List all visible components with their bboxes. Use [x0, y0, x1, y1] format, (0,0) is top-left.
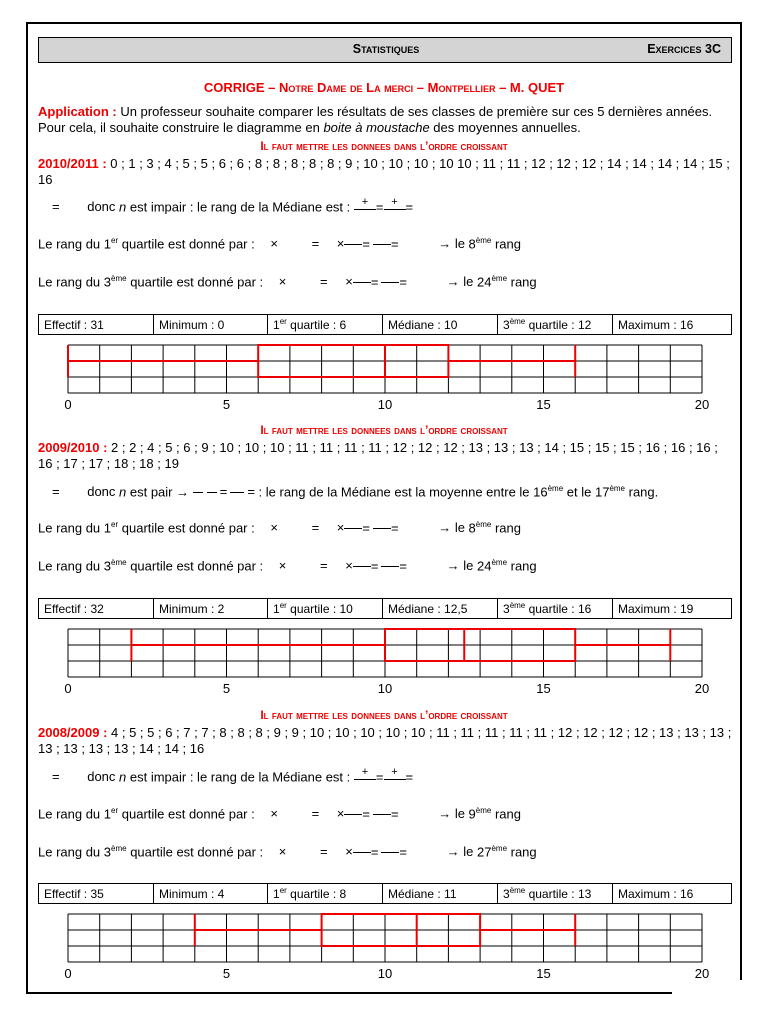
axis-tick-label: 0	[64, 966, 72, 981]
q3-num: 3	[503, 887, 510, 901]
q3-num: 3	[503, 602, 510, 616]
header-exercise: Exercices 3C	[647, 42, 721, 56]
times-sign: ×	[345, 558, 353, 574]
arrow-text: → le	[438, 520, 469, 536]
arrow-text: → le	[438, 236, 469, 252]
equals-sign: =	[399, 274, 408, 290]
worksheet-page	[26, 22, 742, 994]
q1-mid: quartile est donné par :	[118, 236, 255, 252]
summary-mediane: Médiane : 10	[383, 315, 498, 335]
summary-q3	[498, 599, 613, 619]
summary-minimum: Minimum : 0	[154, 315, 268, 335]
summary-effectif: Effectif : 35	[39, 884, 154, 904]
axis-tick-label: 10	[377, 681, 393, 696]
corrige-title	[28, 80, 740, 95]
boxplot-2008-2009	[28, 911, 740, 983]
n-variable: n	[119, 769, 127, 785]
pair-text: est pair →	[126, 484, 193, 500]
q1-rank: 9	[468, 806, 476, 822]
equals-sign: =	[311, 520, 320, 536]
q3-prefix: Le rang du 3	[38, 274, 112, 290]
impair-text: est impair : le rang de la Médiane est :	[126, 769, 351, 785]
fraction	[354, 768, 376, 788]
times-sign: ×	[278, 844, 287, 860]
summary-maximum: Maximum : 16	[613, 884, 732, 904]
q3-rank: 27	[476, 844, 492, 860]
times-sign: ×	[336, 520, 345, 536]
median-line-1	[38, 198, 413, 218]
equals-sign: =	[390, 520, 399, 536]
summary-effectif: Effectif : 32	[39, 599, 154, 619]
data-values: 0 ; 1 ; 3 ; 4 ; 5 ; 5 ; 6 ; 6 ; 8 ; 8 ; 8 ; 8 ; 8 ; 9 ; 10 ; 10 ; 10 ; 10 10 ; 11 ; 11 ; 12 ; 12 ; 12 ; 14 ; 14 ; 14 ; 14 ; 15 ; 16	[38, 156, 730, 187]
q1-rank: 8	[468, 236, 476, 252]
fraction	[354, 198, 376, 218]
application-label: Application :	[38, 104, 117, 119]
application-text-2: des moyennes annuelles.	[429, 120, 581, 135]
corrige-word: CORRIGE	[203, 80, 265, 95]
summary-q3	[498, 315, 613, 335]
equals-sign: =	[405, 199, 414, 215]
summary-minimum: Minimum : 2	[154, 599, 268, 619]
median-line-2	[38, 484, 658, 499]
fraction	[384, 768, 406, 788]
fraction-numerator: +	[361, 766, 369, 778]
q1-sup: er	[279, 317, 287, 326]
q3-value: quartile : 16	[525, 602, 592, 616]
data-values: 2 ; 2 ; 4 ; 5 ; 6 ; 9 ; 10 ; 10 ; 10 ; 11 ; 11 ; 11 ; 11 ; 12 ; 12 ; 12 ; 13 ; 13 ; 13 ; 14 ; 15 ; 15 ; 15 ; 16 ; 16 ; 16 ; 16 ; 17 ; 17 ; 18 ; 18 ; 19	[38, 440, 718, 471]
q3-prefix: Le rang du 3	[38, 558, 112, 574]
year-label: 2008/2009 :	[38, 725, 108, 740]
equals-sign: =	[52, 769, 60, 785]
q3-line-1	[38, 274, 537, 289]
impair-text: est impair : le rang de la Médiane est :	[126, 199, 351, 215]
equals-sign: =	[320, 844, 328, 860]
summary-effectif: Effectif : 31	[39, 315, 154, 335]
year-label: 2009/2010 :	[38, 440, 108, 455]
equals-sign: =	[399, 558, 408, 574]
boxplot-2010-2011	[28, 342, 740, 414]
donc-text: donc	[87, 769, 120, 785]
arrow-text: → le	[446, 558, 477, 574]
times-sign: ×	[336, 236, 345, 252]
equals-sign: =	[247, 484, 255, 500]
q1-sup: er	[111, 520, 119, 529]
q1-line-1	[38, 236, 521, 251]
times-sign: ×	[278, 274, 287, 290]
axis-tick-label: 10	[377, 966, 393, 981]
boxplot-2009-2010	[28, 626, 740, 698]
data-2008-2009	[38, 725, 734, 757]
arrow-text: → le	[446, 274, 477, 290]
axis-tick-label: 15	[536, 681, 551, 696]
q3-value: quartile : 13	[525, 887, 592, 901]
equals-sign: =	[390, 236, 399, 252]
axis-tick-label: 0	[64, 397, 72, 412]
equals-sign: =	[52, 199, 60, 215]
equals-sign: =	[370, 274, 379, 290]
year-label: 2010/2011 :	[38, 156, 107, 171]
summary-q3	[498, 884, 613, 904]
q1-sup: er	[279, 601, 287, 610]
equals-sign: =	[320, 274, 328, 290]
equals-sign: =	[362, 806, 370, 822]
donc-text: donc	[87, 484, 120, 500]
equals-sign: =	[320, 558, 328, 574]
summary-q1	[268, 315, 383, 335]
axis-tick-label: 5	[222, 397, 231, 412]
q3-sup: ème	[111, 844, 127, 853]
q1-sup: er	[111, 806, 119, 815]
equals-sign: =	[405, 769, 414, 785]
q3-mid: quartile est donné par :	[126, 558, 264, 574]
equals-sign: =	[375, 769, 384, 785]
axis-tick-label: 15	[536, 966, 551, 981]
equals-sign: =	[52, 484, 60, 500]
q1-mid: quartile est donné par :	[118, 806, 255, 822]
q3-mid: quartile est donné par :	[126, 274, 264, 290]
equals-sign: =	[362, 520, 370, 536]
rang-text: rang	[507, 844, 537, 860]
q3-sup: ème	[509, 317, 526, 326]
equals-sign: =	[399, 844, 408, 860]
rank-sup: ème	[491, 274, 508, 283]
times-sign: ×	[270, 806, 278, 822]
axis-tick-label: 15	[536, 397, 551, 412]
times-sign: ×	[278, 558, 287, 574]
rang-text: rang	[507, 558, 537, 574]
q1-rank: 8	[468, 520, 476, 536]
application-italic: boite à moustache	[323, 120, 430, 135]
q1-num: 1	[273, 318, 280, 332]
header-title: Statistiques	[352, 42, 420, 56]
q3-sup: ème	[509, 601, 526, 610]
summary-mediane: Médiane : 12,5	[383, 599, 498, 619]
q1-num: 1	[273, 602, 280, 616]
rank-sup: ème	[475, 236, 492, 245]
equals-sign: =	[390, 806, 399, 822]
data-values: 4 ; 5 ; 5 ; 6 ; 7 ; 7 ; 8 ; 8 ; 8 ; 9 ; 9 ; 10 ; 10 ; 10 ; 10 ; 10 ; 11 ; 11 ; 11 ; 11 ; 11 ; 12 ; 12 ; 12 ; 12 ; 13 ; 13 ; 13 ; 13 ; 13 ; 13 ; 13 ; 14 ; 14 ; 16	[38, 725, 732, 756]
axis-tick-label: 10	[377, 397, 393, 412]
application-text	[38, 104, 734, 136]
summary-maximum: Maximum : 19	[613, 599, 732, 619]
rank-sup: ème	[609, 484, 625, 493]
times-sign: ×	[270, 236, 278, 252]
summary-maximum: Maximum : 16	[613, 315, 732, 335]
q3-mid: quartile est donné par :	[126, 844, 264, 860]
q3-num: 3	[503, 318, 510, 332]
axis-tick-label: 0	[64, 681, 72, 696]
equals-sign: =	[311, 236, 320, 252]
fraction-numerator: +	[391, 766, 398, 778]
n-variable: n	[119, 484, 127, 500]
q3-sup: ème	[111, 274, 127, 283]
n-variable: n	[119, 199, 127, 215]
q3-rank: 24	[476, 558, 492, 574]
arrow-text: → le	[446, 844, 477, 860]
q1-value: quartile : 6	[286, 318, 347, 332]
equals-sign: =	[370, 558, 379, 574]
pair-end-1: : le rang de la Médiane est la moyenne entre le 16	[254, 484, 548, 500]
times-sign: ×	[345, 844, 353, 860]
fraction-numerator: +	[391, 196, 398, 208]
pair-end-2: et le 17	[563, 484, 610, 500]
times-sign: ×	[270, 520, 278, 536]
equals-sign: =	[362, 236, 370, 252]
q1-sup: er	[279, 886, 287, 895]
q3-line-2	[38, 558, 537, 573]
q1-prefix: Le rang du 1	[38, 236, 112, 252]
rank-sup: ème	[475, 520, 492, 529]
q3-rank: 24	[476, 274, 492, 290]
q3-prefix: Le rang du 3	[38, 844, 112, 860]
equals-sign: =	[219, 484, 228, 500]
summary-table-1	[38, 314, 732, 335]
fraction-numerator: +	[361, 196, 369, 208]
order-title-1: Il faut mettre les donnees dans l’ordre croissant	[260, 139, 508, 153]
data-2010-2011	[38, 156, 734, 188]
q1-line-3	[38, 806, 521, 821]
rank-sup: ème	[491, 844, 508, 853]
q1-mid: quartile est donné par :	[118, 520, 255, 536]
times-sign: ×	[336, 806, 345, 822]
median-line-3	[38, 768, 413, 788]
fraction	[384, 198, 406, 218]
q1-value: quartile : 8	[286, 887, 347, 901]
q3-line-3	[38, 844, 537, 859]
arrow-text: → le	[438, 806, 469, 822]
rank-sup: ème	[547, 484, 564, 493]
axis-tick-label: 20	[694, 681, 710, 696]
axis-tick-label: 5	[222, 966, 231, 981]
q1-num: 1	[273, 887, 280, 901]
data-2009-2010	[38, 440, 734, 472]
application-text-1: Un professeur souhaite comparer les résultats de ses classes de première sur ces 5 dernières années. Pour cela, il souhaite construire le diagramme en	[38, 104, 713, 135]
q1-value: quartile : 10	[286, 602, 353, 616]
q1-prefix: Le rang du 1	[38, 520, 112, 536]
q3-sup: ème	[111, 558, 127, 567]
summary-minimum: Minimum : 4	[154, 884, 268, 904]
pair-end-3: rang.	[625, 484, 659, 500]
corrige-school: – Notre Dame de La merci – Montpellier – M. QUET	[264, 80, 565, 95]
equals-sign: =	[370, 844, 379, 860]
summary-q1	[268, 884, 383, 904]
rang-text: rang	[491, 806, 521, 822]
q3-value: quartile : 12	[525, 318, 592, 332]
q1-prefix: Le rang du 1	[38, 806, 112, 822]
axis-tick-label: 20	[694, 397, 710, 412]
rang-text: rang	[491, 236, 521, 252]
q1-sup: er	[111, 236, 119, 245]
donc-text: donc	[87, 199, 120, 215]
order-title-3: Il faut mettre les donnees dans l’ordre croissant	[260, 708, 508, 722]
rank-sup: ème	[491, 558, 508, 567]
summary-table-2	[38, 598, 732, 619]
rang-text: rang	[507, 274, 537, 290]
q1-line-2	[38, 520, 521, 535]
q3-sup: ème	[509, 886, 526, 895]
axis-tick-label: 20	[694, 966, 710, 981]
rank-sup: ème	[475, 806, 492, 815]
axis-tick-label: 5	[222, 681, 231, 696]
summary-table-3	[38, 883, 732, 904]
order-title-2: Il faut mettre les donnees dans l’ordre croissant	[260, 423, 508, 437]
rang-text: rang	[491, 520, 521, 536]
times-sign: ×	[345, 274, 353, 290]
equals-sign: =	[375, 199, 384, 215]
summary-mediane: Médiane : 11	[383, 884, 498, 904]
equals-sign: =	[311, 806, 320, 822]
summary-q1	[268, 599, 383, 619]
page-header	[38, 37, 732, 63]
